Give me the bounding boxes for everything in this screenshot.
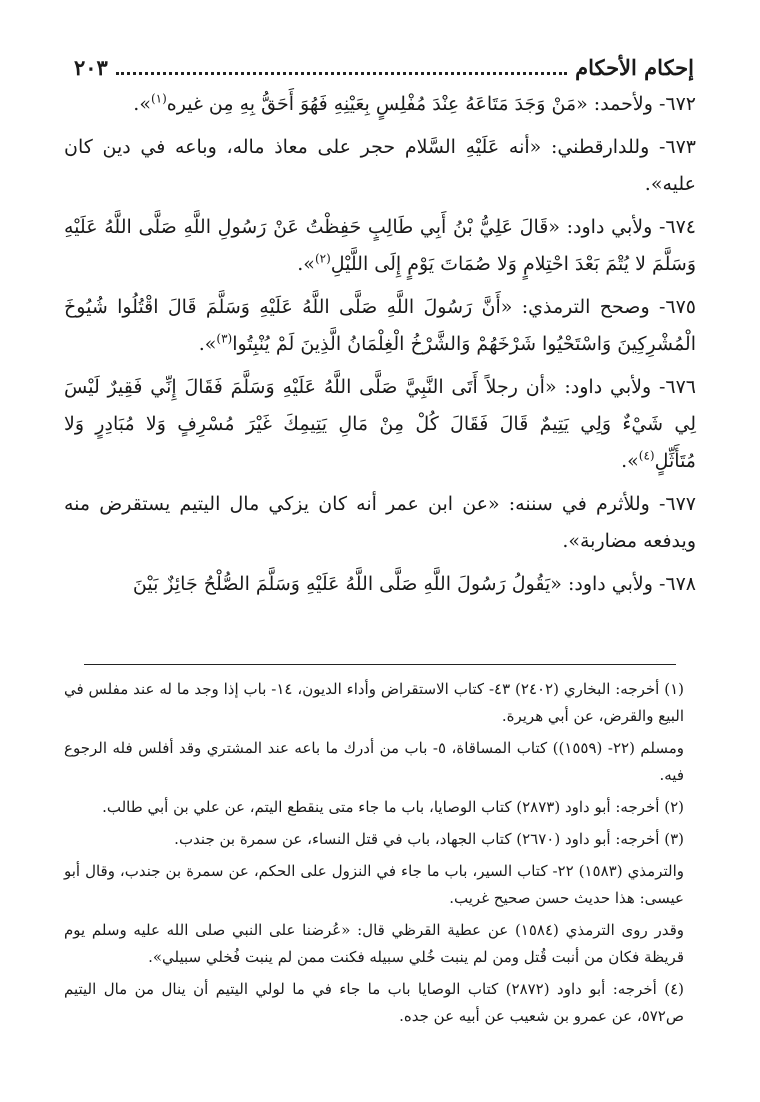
entry-text: - ولأحمد: «مَنْ وَجَدَ مَتَاعَهُ عِنْدَ مُفْلِسٍ بِعَيْنِهِ فَهُوَ أَحَقُّ بِهِ مِن غيره — [166, 93, 666, 115]
main-text — [64, 86, 696, 609]
footnote-3: (٣) أخرجه: أبو داود (٢٦٧٠) كتاب الجهاد، باب في قتل النساء، عن سمرة بن جندب. — [174, 830, 684, 848]
footnote-ref: (٢) — [314, 251, 331, 266]
footnote-separator — [84, 664, 676, 665]
entry-text: - ولأبي داود: «قَالَ عَلِيُّ بْنُ أَبِي طَالِبٍ حَفِظْتُ عَنْ رَسُولِ اللَّهِ صَلَّى اللَّهُ عَلَيْهِ وَسَلَّمَ لا يُتْمَ بَعْدَ احْتِلامٍ وَلا صُمَاتَ يَوْمٍ إِلَى اللَّيْلِ — [64, 216, 696, 275]
entry-675 — [64, 289, 696, 363]
entry-674 — [64, 209, 696, 283]
entry-number: ٦٧٣ — [665, 136, 696, 158]
page-number: ٢٠٣ — [74, 54, 108, 80]
footnote-ref: (٤) — [638, 448, 655, 463]
entry-tail: ». — [133, 93, 151, 115]
footnote-ref: (٣) — [216, 331, 233, 346]
footnote-1: (١) أخرجه: البخاري (٢٤٠٢) ٤٣- كتاب الاستقراض وأداء الديون، ١٤- باب إذا وجد ما له عند مفلس في البيع والقرض، عن أبي هريرة. — [64, 680, 684, 725]
footnotes — [64, 676, 696, 1035]
footnote-3-note: وقدر روى الترمذي (١٥٨٤) عن عطية القرظي قال: «عُرضنا على النبي صلى الله عليه وسلم يوم قريظة فكان من أنبت قُتل ومن لم ينبت خُلي سبيله فكنت ممن لم ينبت فُخلي سبيلي». — [64, 921, 684, 966]
running-title: إحكام الأحكام — [575, 54, 694, 80]
entry-678 — [64, 566, 696, 603]
entry-text: - ولأبي داود: «يَقُولُ رَسُولَ اللَّهِ صَلَّى اللَّهُ عَلَيْهِ وَسَلَّمَ الصُّلْحُ جَائِزٌ بَيْنَ — [132, 573, 666, 595]
footnote-4: (٤) أخرجه: أبو داود (٢٨٧٢) كتاب الوصايا باب ما جاء في ما لولي اليتيم أن ينال من مال اليتيم ص٥٧٢، عن عمرو بن شعيب عن أبيه عن جده. — [64, 980, 684, 1025]
page-header — [74, 50, 694, 84]
entry-673 — [64, 129, 696, 203]
entry-number: ٦٧٤ — [665, 216, 696, 238]
entry-number: ٦٧٨ — [665, 573, 696, 595]
entry-text: - وصحح الترمذي: «أَنَّ رَسُولَ اللَّهِ صَلَّى اللَّهُ عَلَيْهِ وَسَلَّمَ قَالَ اقْتُلُوا شُيُوخَ الْمُشْرِكِينَ وَاسْتَحْيُوا شَرْخَهُمْ وَالشَّرْخُ الْغِلْمَانُ الَّذِينَ لَمْ يُنْبِتُوا — [64, 296, 696, 355]
footnote-2: (٢) أخرجه: أبو داود (٢٨٧٣) كتاب الوصايا، باب ما جاء متى ينقطع اليتم، عن علي بن أبي طالب. — [102, 798, 684, 816]
entry-tail: ». — [198, 333, 217, 355]
entry-number: ٦٧٥ — [665, 296, 696, 318]
entry-text: - وللأثرم في سننه: «عن ابن عمر أنه كان يزكي مال اليتيم يستقرض منه ويدفعه مضاربة». — [64, 493, 696, 552]
entry-tail: ». — [621, 450, 639, 472]
entry-number: ٦٧٦ — [665, 376, 696, 398]
entry-text: - ولأبي داود: «أن رجلاً أَتَى النَّبِيَّ صَلَّى اللَّهُ عَلَيْهِ وَسَلَّمَ فَقَالَ إِنِّي فَقِيرٌ لَيْسَ لِي شَيْءٌ وَلِي يَتِيمٌ قَالَ فَقَالَ كُلْ مِنْ مَالِ يَتِيمِكَ غَيْرَ مُسْرِفٍ وَلا مُبَادِرٍ وَلا مُتَأَثِّلٍ — [64, 376, 696, 472]
entry-676 — [64, 369, 696, 480]
entry-677 — [64, 486, 696, 560]
entry-number: ٦٧٧ — [665, 493, 696, 515]
footnote-1-continued: ومسلم (٢٢- (١٥٥٩)) كتاب المساقاة، ٥- باب من أدرك ما باعه عند المشتري وقد أفلس فله الرجوع فيه. — [64, 739, 685, 784]
footnote-ref: (١) — [150, 91, 167, 106]
entry-text: - وللدارقطني: «أنه عَلَيْهِ السَّلام حجر على معاذ ماله، وباعه في دين كان عليه». — [64, 136, 696, 195]
header-dot-leader — [116, 60, 567, 75]
entry-number: ٦٧٢ — [665, 93, 696, 115]
entry-tail: ». — [297, 253, 315, 275]
entry-672 — [64, 86, 696, 123]
footnote-3-continued: والترمذي (١٥٨٣) ٢٢- كتاب السير، باب ما جاء في النزول على الحكم، عن سمرة بن جندب، وقال أبو عيسى: هذا حديث حسن صحيح غريب. — [64, 862, 685, 907]
